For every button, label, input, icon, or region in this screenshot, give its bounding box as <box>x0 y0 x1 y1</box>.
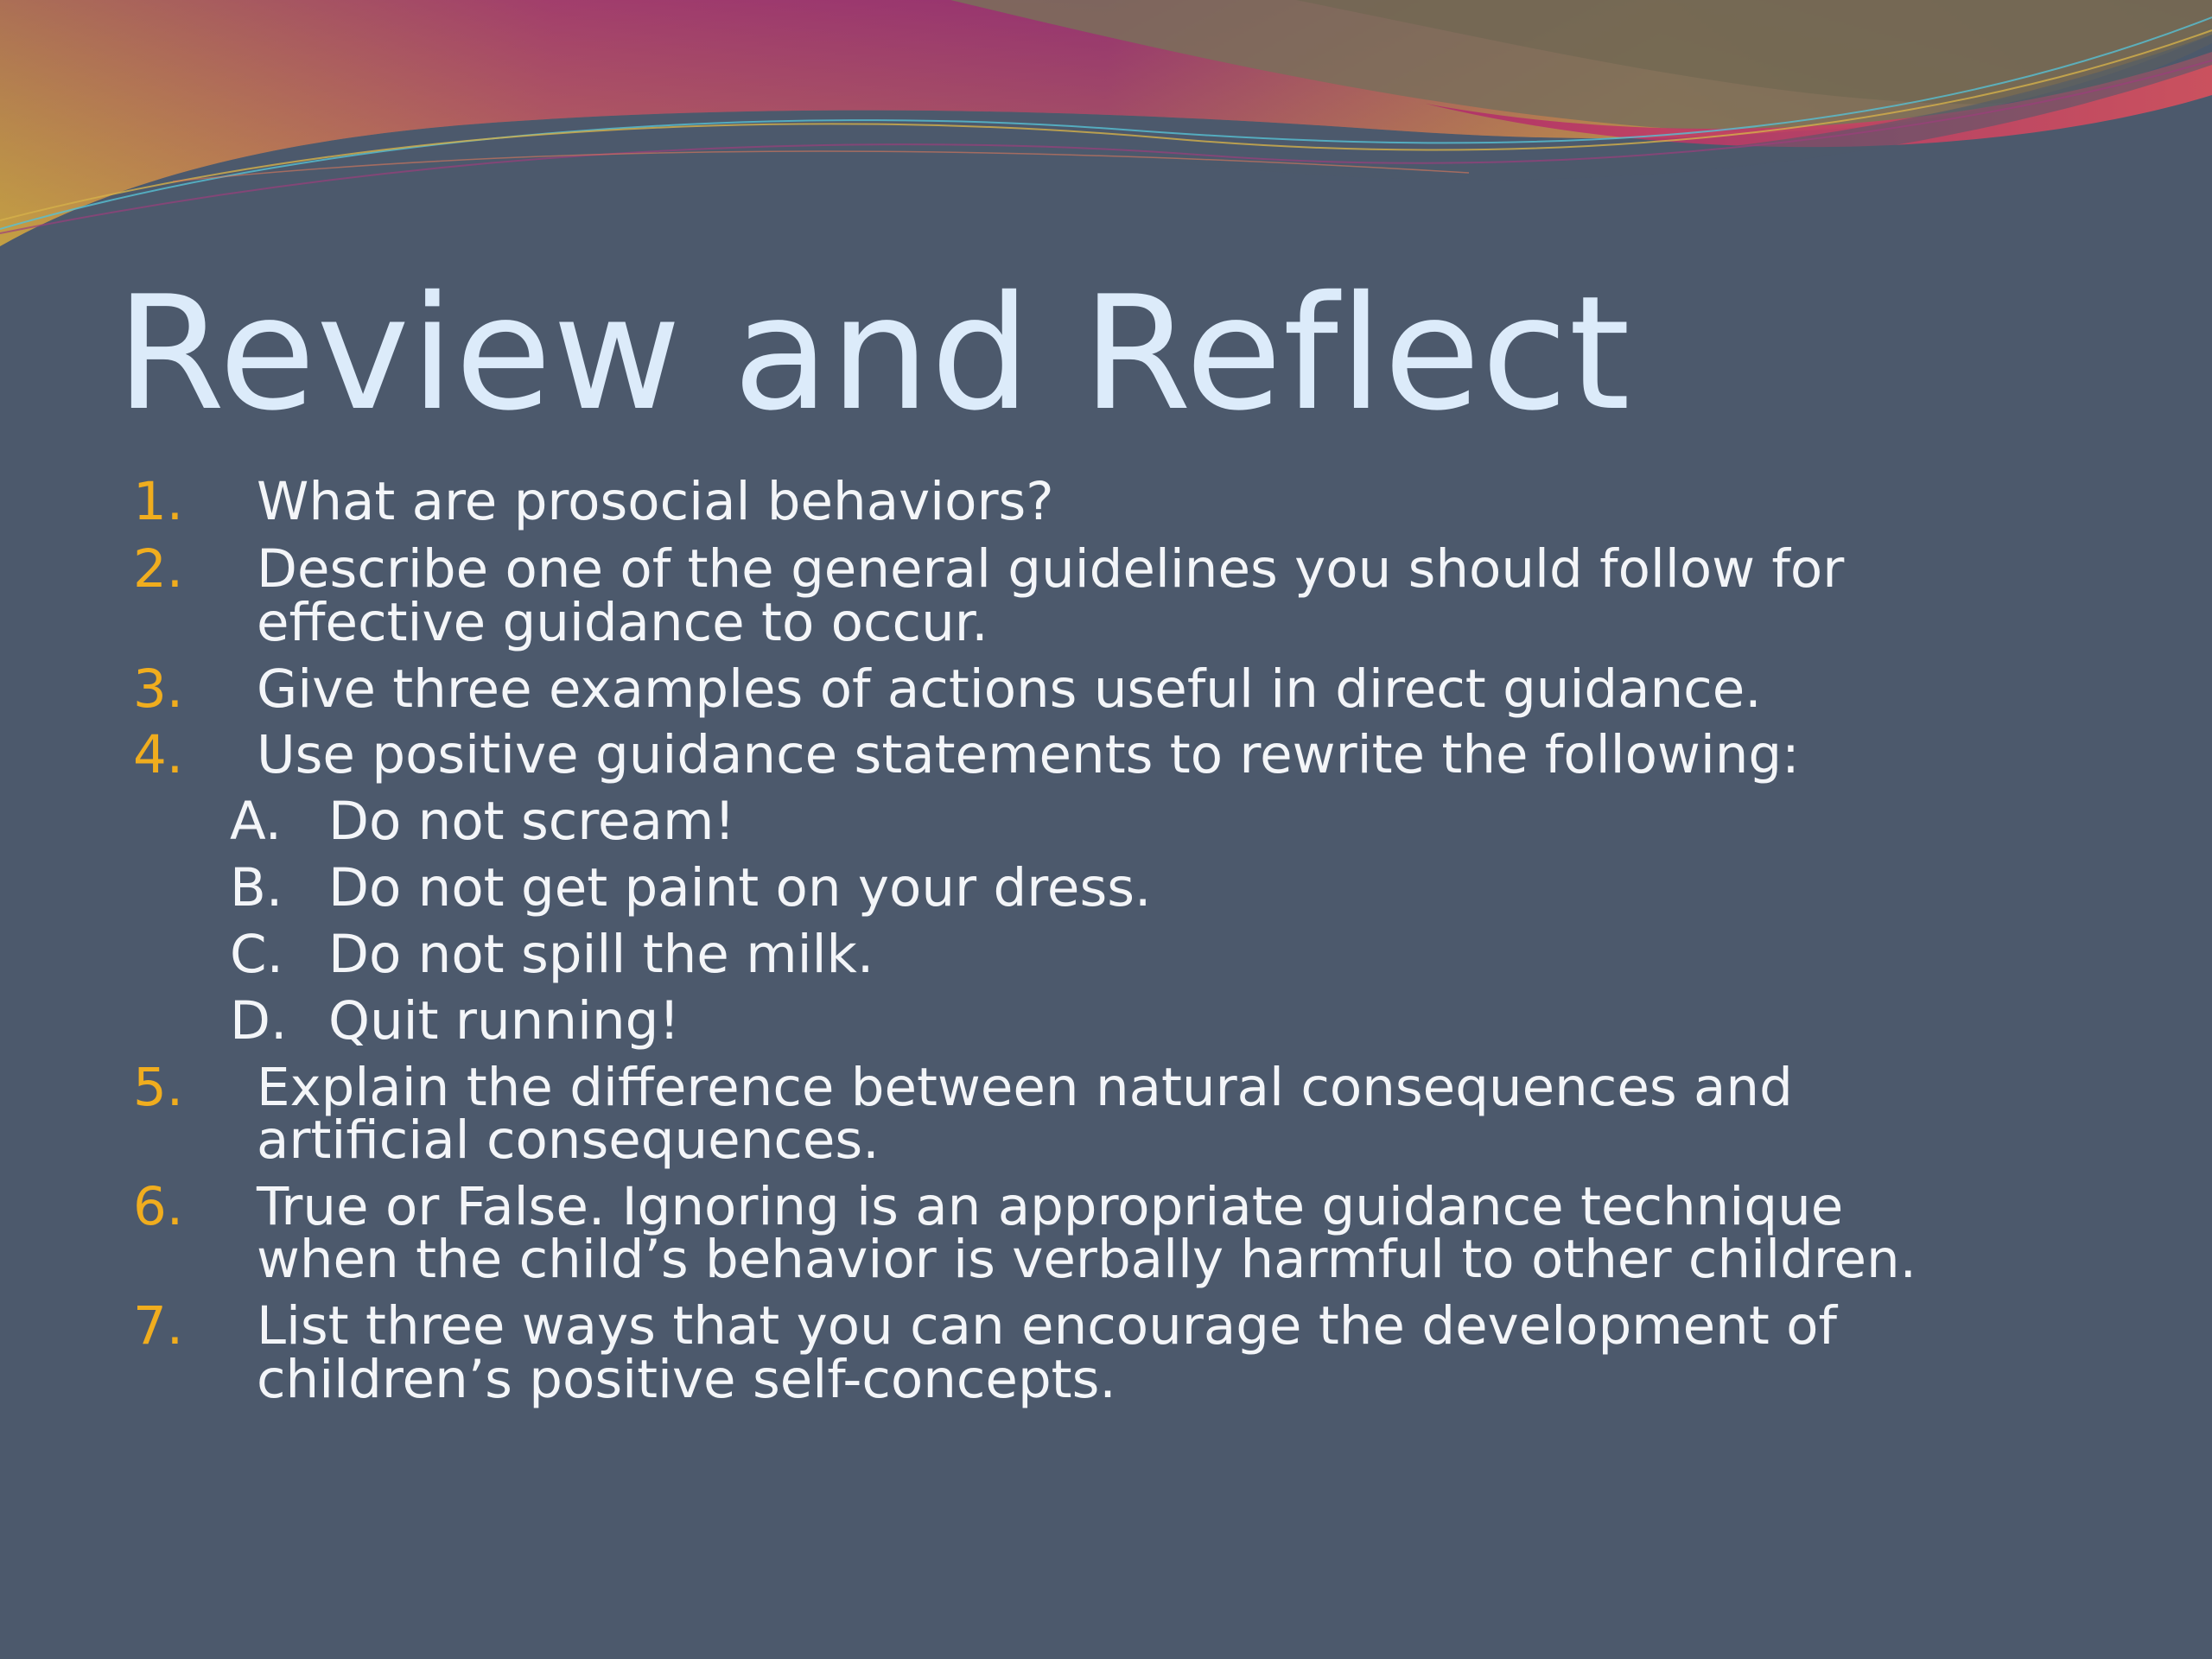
item-text: Use positive guidance statements to rewrite the following: <box>257 724 1800 785</box>
item-number: 6. <box>133 1176 184 1237</box>
sub-item-letter: D. <box>230 990 288 1052</box>
sub-item-letter: C. <box>230 924 283 985</box>
item-text-continued: artificial consequences. <box>257 1109 880 1171</box>
slide-title: Review and Reflect <box>116 262 1631 445</box>
item-text: Explain the difference between natural consequences and <box>257 1057 1793 1118</box>
sub-item-text: Do not scream! <box>328 791 735 852</box>
item-text: What are prosocial behaviors? <box>257 471 1054 532</box>
item-text: List three ways that you can encourage the development of <box>257 1295 1837 1357</box>
item-number: 2. <box>133 538 184 600</box>
item-text: Give three examples of actions useful in direct guidance. <box>257 658 1762 720</box>
item-text: Describe one of the general guidelines you should follow for <box>257 538 1845 600</box>
item-text-continued: children’s positive self-concepts. <box>257 1349 1116 1410</box>
sub-item-text: Do not get paint on your dress. <box>328 857 1152 918</box>
item-number: 3. <box>133 658 184 720</box>
sub-item-text: Do not spill the milk. <box>328 924 874 985</box>
sub-item-text: Quit running! <box>328 990 680 1052</box>
item-number: 5. <box>133 1057 184 1118</box>
item-number: 7. <box>133 1295 184 1357</box>
item-text: True or False. Ignoring is an appropriate guidance technique <box>257 1176 1844 1237</box>
item-number: 1. <box>133 471 184 532</box>
sub-item-letter: A. <box>230 791 283 852</box>
item-number: 4. <box>133 724 184 785</box>
item-text-continued: when the child’s behavior is verbally harmful to other children. <box>257 1229 1917 1290</box>
item-text-continued: effective guidance to occur. <box>257 592 988 653</box>
sub-item-letter: B. <box>230 857 283 918</box>
